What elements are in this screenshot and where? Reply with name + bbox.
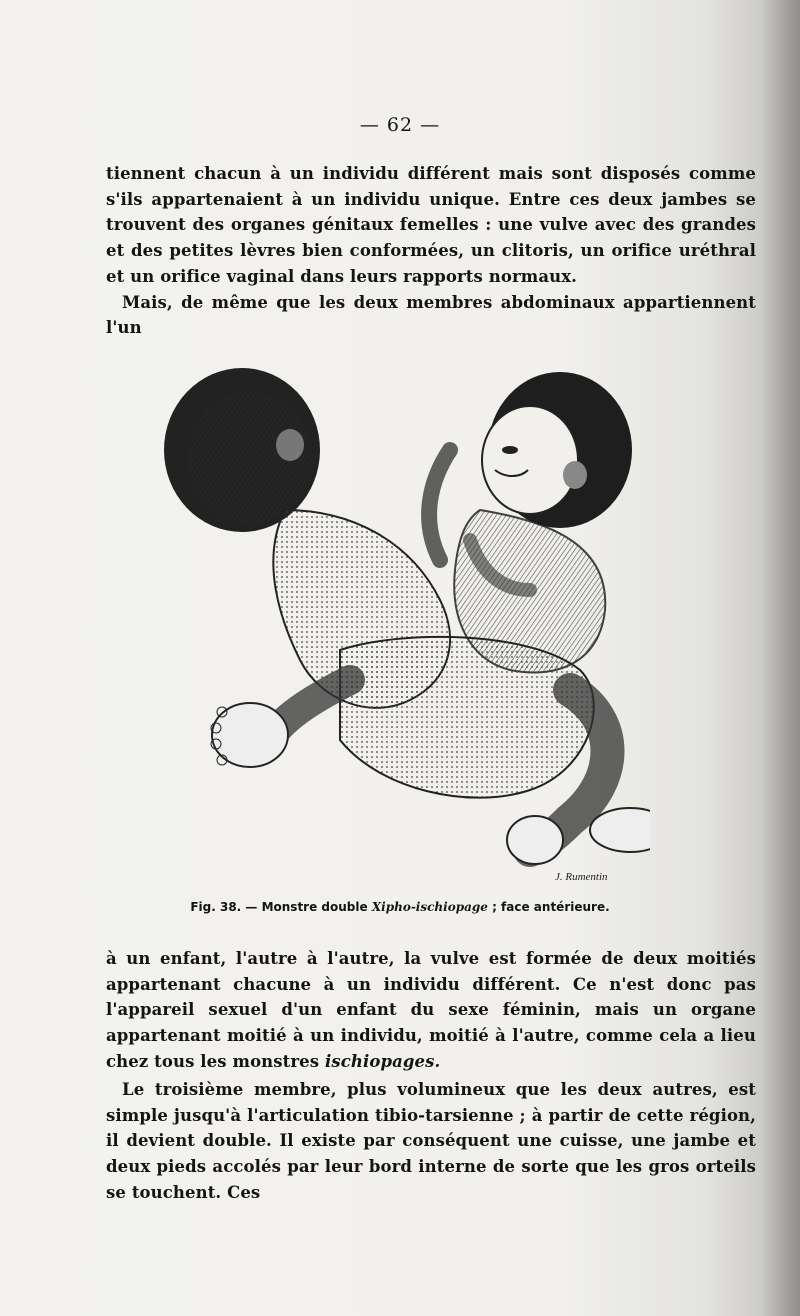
left-foot: [212, 703, 288, 767]
paragraph-middle: [106, 946, 756, 1075]
caption-suffix: ; face antérieure.: [487, 900, 610, 914]
caption-italic: Xipho-ischiopage: [371, 900, 488, 914]
double-foot-left: [507, 816, 563, 864]
paragraph-top-text: tiennent chacun à un individu différent mais sont disposés comme s'ils appartenaient à un individu unique. Entre ces deux jambes se trouvent des organes génitaux femelles : une vulve avec des grandes et des petites lèvres bien conformées, un clitoris, un orifice uréthral et un orifice vaginal dans leurs rapports normaux.: [106, 164, 756, 286]
paragraph-top: [106, 161, 756, 341]
paragraph-top-continuation: Mais, de même que les deux membres abdominaux appartiennent l'un: [106, 292, 756, 338]
caption-prefix: Fig. 38. — Monstre double: [190, 900, 372, 914]
page-number: — 62 —: [359, 114, 441, 136]
figure-caption: [0, 900, 800, 914]
shared-pelvis: [340, 637, 594, 798]
paragraph-middle-text: à un enfant, l'autre à l'autre, la vulve est formée de deux moitiés appartenant chacune à un individu différent. Ce n'est donc pas l'appareil sexuel d'un enfant du sexe féminin, mais un organe appartenant moitié à un individu, moitié à l'autre, comme cela a lieu chez tous les monstres: [106, 949, 756, 1071]
page-edge-shadow: [760, 0, 800, 1316]
paragraph-bottom: [106, 1077, 756, 1206]
engraving-illustration: [150, 340, 650, 900]
paragraph-middle-italic: ischiopages.: [325, 1051, 441, 1071]
paragraph-bottom-text: Le troisième membre, plus volumineux que les deux autres, est simple jusqu'à l'articulation tibio-tarsienne ; à partir de cette région, il devient double. Il existe par conséquent une cuisse, une jambe et deux pieds accolés par leur bord interne de sorte que les gros orteils se touchent. Ces: [106, 1080, 756, 1202]
engraver-signature: J. Rumentin: [555, 871, 608, 883]
